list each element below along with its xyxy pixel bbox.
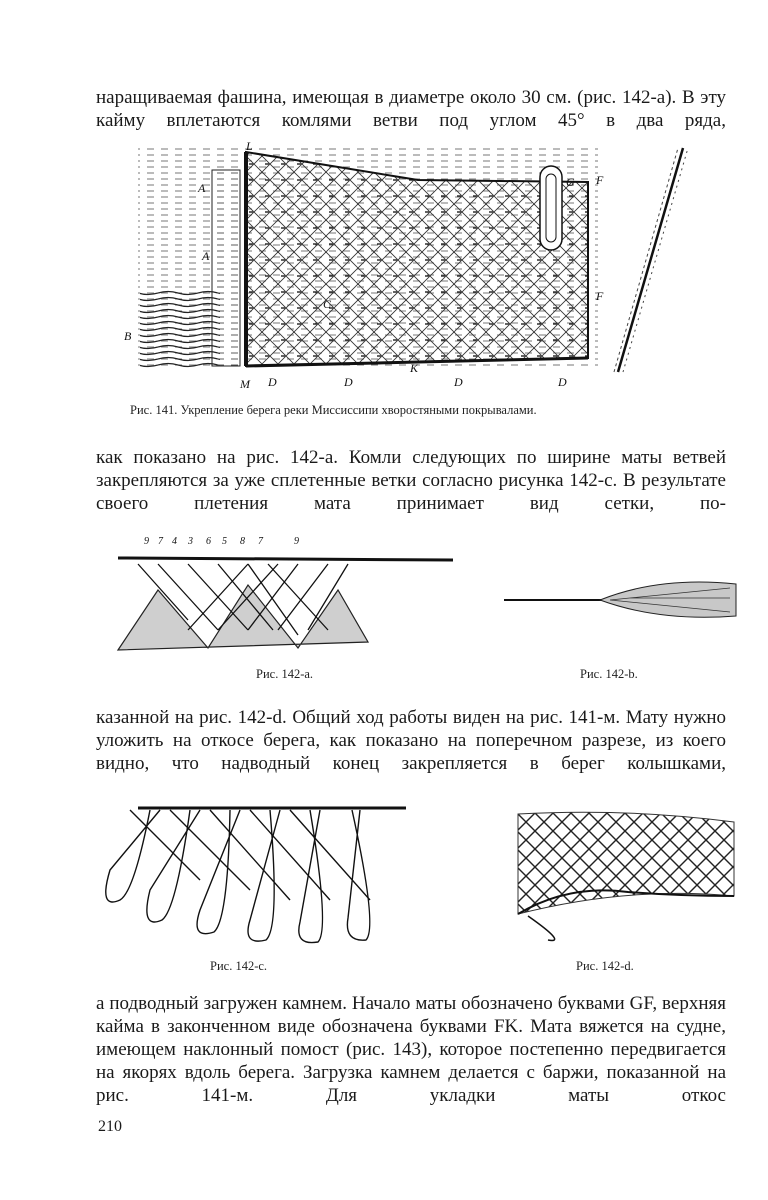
figure-142c-caption: Рис. 142-с. bbox=[210, 959, 268, 973]
fig141-label-D1: D bbox=[268, 375, 277, 389]
fig141-label-D4: D bbox=[558, 375, 567, 389]
fig142a-num-2: 7 bbox=[158, 536, 163, 547]
fig141-label-K: K bbox=[410, 361, 419, 375]
paragraph-1: наращиваемая фашина, имеющая в диаметре около 30 см. (рис. 142-а). В эту кайму вплетаются комлями ветви под углом 45° в два ряда, bbox=[96, 87, 726, 131]
figure-142c-illustration bbox=[90, 800, 410, 950]
fig141-label-A: A bbox=[198, 181, 206, 195]
figure-142d-illustration bbox=[508, 804, 740, 944]
fig141-label-D2: D bbox=[344, 375, 353, 389]
fig142a-num-9: 9 bbox=[294, 536, 299, 547]
figure-142d-caption: Рис. 142-d. bbox=[576, 959, 634, 973]
fig141-label-M: M bbox=[240, 377, 250, 391]
fig141-label-F2: F bbox=[596, 289, 604, 303]
figure-142b-illustration bbox=[500, 570, 740, 630]
fig142a-num-8: 7 bbox=[258, 536, 263, 547]
fig142a-num-6: 5 bbox=[222, 536, 227, 547]
fig141-label-L: L bbox=[246, 140, 253, 153]
figure-142a-illustration bbox=[98, 530, 458, 655]
paragraph-3: казанной на рис. 142-d. Общий ход работы виден на рис. 141-м. Мату нужно уложить на откосе берега, как показано на поперечном разрезе, из коего видно, что надводный конец закрепляется в берег колышками, bbox=[96, 707, 726, 774]
fig142a-num-1: 9 bbox=[144, 536, 149, 547]
paragraph-2: как показано на рис. 142-а. Комли следующих по ширине маты ветвей закрепляются за уже сплетенные ветки согласно рисунка 142-с. В результате своего плетения мата принимает вид сетки, по- bbox=[96, 447, 726, 514]
fig141-label-G: G bbox=[566, 175, 575, 189]
fig142a-num-4: 3 bbox=[188, 536, 193, 547]
page-number: 210 bbox=[98, 1118, 122, 1135]
figure-142b-caption: Рис. 142-b. bbox=[580, 667, 638, 681]
figure-142d bbox=[508, 804, 740, 944]
fig141-label-C: C bbox=[323, 297, 332, 311]
figure-142a-caption: Рис. 142-а. bbox=[256, 667, 314, 681]
fig141-label-F: F bbox=[596, 173, 604, 187]
fig142a-num-5: 6 bbox=[206, 536, 211, 547]
figure-142b bbox=[500, 570, 740, 630]
fig142a-num-3: 4 bbox=[172, 536, 177, 547]
figure-141-caption: Рис. 141. Укрепление берега реки Миссиссипи хворостяными покрывалами. bbox=[130, 403, 537, 417]
fig142a-num-7: 8 bbox=[240, 536, 245, 547]
figure-141 bbox=[118, 140, 698, 392]
fig141-label-A2: A bbox=[202, 249, 210, 263]
fig141-label-B: B bbox=[124, 329, 132, 343]
figure-142a bbox=[98, 530, 458, 655]
figure-142c bbox=[90, 800, 410, 950]
paragraph-4: а подводный загружен камнем. Начало маты обозначено буквами GF, верхняя кайма в законченном виде обозначена буквами FK. Мата вяжется на судне, имеющем наклонный помост (рис. 143), которое постепенно передвигается на якорях вдоль берега. Загрузка камнем делается с баржи, показанной на рис. 141-м. Для укладки маты откос bbox=[96, 993, 726, 1106]
fig141-label-D3: D bbox=[454, 375, 463, 389]
figure-141-illustration bbox=[118, 140, 698, 392]
